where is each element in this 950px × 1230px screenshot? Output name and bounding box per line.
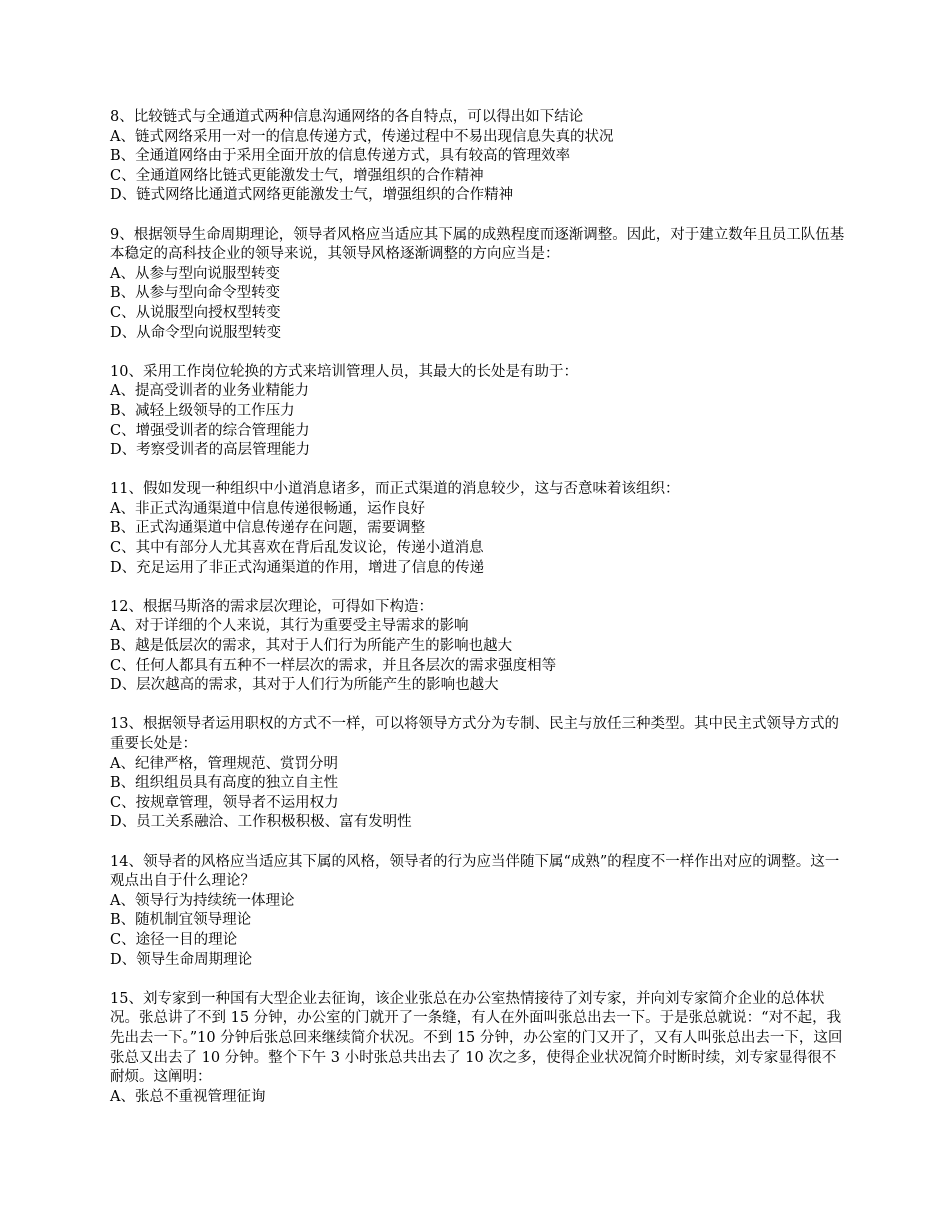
option-d: D、层次越高的需求，其对于人们行为所能产生的影响也越大 xyxy=(110,677,499,694)
option-a: A、提高受训者的业务业精能力 xyxy=(110,383,309,400)
option-a: A、链式网络采用一对一的信息传递方式，传递过程中不易出现信息失真的状况 xyxy=(110,128,614,145)
question-8 xyxy=(110,108,850,206)
option-a: A、对于详细的个人来说，其行为重要受主导需求的影响 xyxy=(110,618,469,635)
option-d: D、考察受训者的高层管理能力 xyxy=(110,442,311,459)
option-b: B、减轻上级领导的工作压力 xyxy=(110,402,295,419)
option-b: B、正式沟通渠道中信息传递存在问题，需要调整 xyxy=(110,520,426,537)
option-b: B、全通道网络由于采用全面开放的信息传递方式，具有较高的管理效率 xyxy=(110,148,571,165)
document-page xyxy=(110,108,850,1127)
question-15 xyxy=(110,990,850,1108)
option-d: D、链式网络比通道式网络更能激发士气，增强组织的合作精神 xyxy=(110,187,514,204)
option-a: A、从参与型向说服型转变 xyxy=(110,265,280,282)
question-14 xyxy=(110,853,850,971)
option-a: A、张总不重视管理征询 xyxy=(110,1088,266,1105)
option-b: B、随机制宜领导理论 xyxy=(110,912,252,929)
question-13 xyxy=(110,715,850,833)
question-11 xyxy=(110,480,850,578)
option-c: C、从说服型向授权型转变 xyxy=(110,304,281,321)
option-d: D、员工关系融洽、工作积极积极、富有发明性 xyxy=(110,814,412,831)
question-stem: 8、比较链式与全通道式两种信息沟通网络的各自特点，可以得出如下结论 xyxy=(110,109,584,125)
question-stem: 11、假如发现一种组织中小道消息诸多，而正式渠道的消息较少，这与否意味着该组织： xyxy=(110,481,680,498)
option-a: A、领导行为持续统一体理论 xyxy=(110,892,295,909)
option-c: C、按规章管理，领导者不运用权力 xyxy=(110,794,339,811)
question-stem: 10、采用工作岗位轮换的方式来培训管理人员，其最大的长处是有助于： xyxy=(110,363,578,380)
option-a: A、非正式沟通渠道中信息传递很畅通，运作良好 xyxy=(110,500,425,517)
option-a: A、纪律严格，管理规范、赏罚分明 xyxy=(110,755,338,772)
option-b: B、从参与型向命令型转变 xyxy=(110,285,281,302)
option-c: C、增强受训者的综合管理能力 xyxy=(110,422,310,439)
option-c: C、全通道网络比链式更能激发士气，增强组织的合作精神 xyxy=(110,167,484,184)
question-stem: 9、根据领导生命周期理论，领导者风格应当适应其下属的成熟程度而逐渐调整。因此，对于建立数年且员工队伍基本稳定的高科技企业的领导来说，其领导风格逐渐调整的方向应当是： xyxy=(110,226,845,263)
option-b: B、越是低层次的需求，其对于人们行为所能产生的影响也越大 xyxy=(110,638,513,655)
option-d: D、充足运用了非正式沟通渠道的作用，增进了信息的传递 xyxy=(110,559,485,576)
question-stem: 15、刘专家到一种国有大型企业去征询，该企业张总在办公室热情接待了刘专家，并向刘专家简介企业的总体状况。张总讲了不到 15 分钟，办公室的门就开了一条缝，有人在外面叫张总出去一下。于是张总就说：“对不起，我先出去一下。”10 分钟后张总回来继续简介状况。不到 15 分钟，办公室的门又开了，又有人叫张总出去一下，这回张总又出去了 10 分钟。整个下午 3 小时张总共出去了 10 次之多，使得企业状况简介时断时续，刘专家显得很不耐烦。这阐明： xyxy=(110,990,843,1086)
question-12 xyxy=(110,598,850,696)
option-d: D、领导生命周期理论 xyxy=(110,951,253,968)
question-10 xyxy=(110,363,850,461)
option-c: C、任何人都具有五种不一样层次的需求，并且各层次的需求强度相等 xyxy=(110,657,557,674)
option-b: B、组织组员具有高度的独立自主性 xyxy=(110,775,339,792)
question-stem: 13、根据领导者运用职权的方式不一样，可以将领导方式分为专制、民主与放任三种类型。其中民主式领导方式的重要长处是： xyxy=(110,716,839,752)
option-d: D、从命令型向说服型转变 xyxy=(110,324,282,341)
option-c: C、其中有部分人尤其喜欢在背后乱发议论，传递小道消息 xyxy=(110,540,484,557)
question-stem: 14、领导者的风格应当适应其下属的风格，领导者的行为应当伴随下属“成熟”的程度不一样作出对应的调整。这一观点出自于什么理论？ xyxy=(110,853,840,890)
question-stem: 12、根据马斯洛的需求层次理论，可得如下构造： xyxy=(110,598,433,615)
option-c: C、途径一目的理论 xyxy=(110,931,238,948)
question-9 xyxy=(110,226,850,344)
